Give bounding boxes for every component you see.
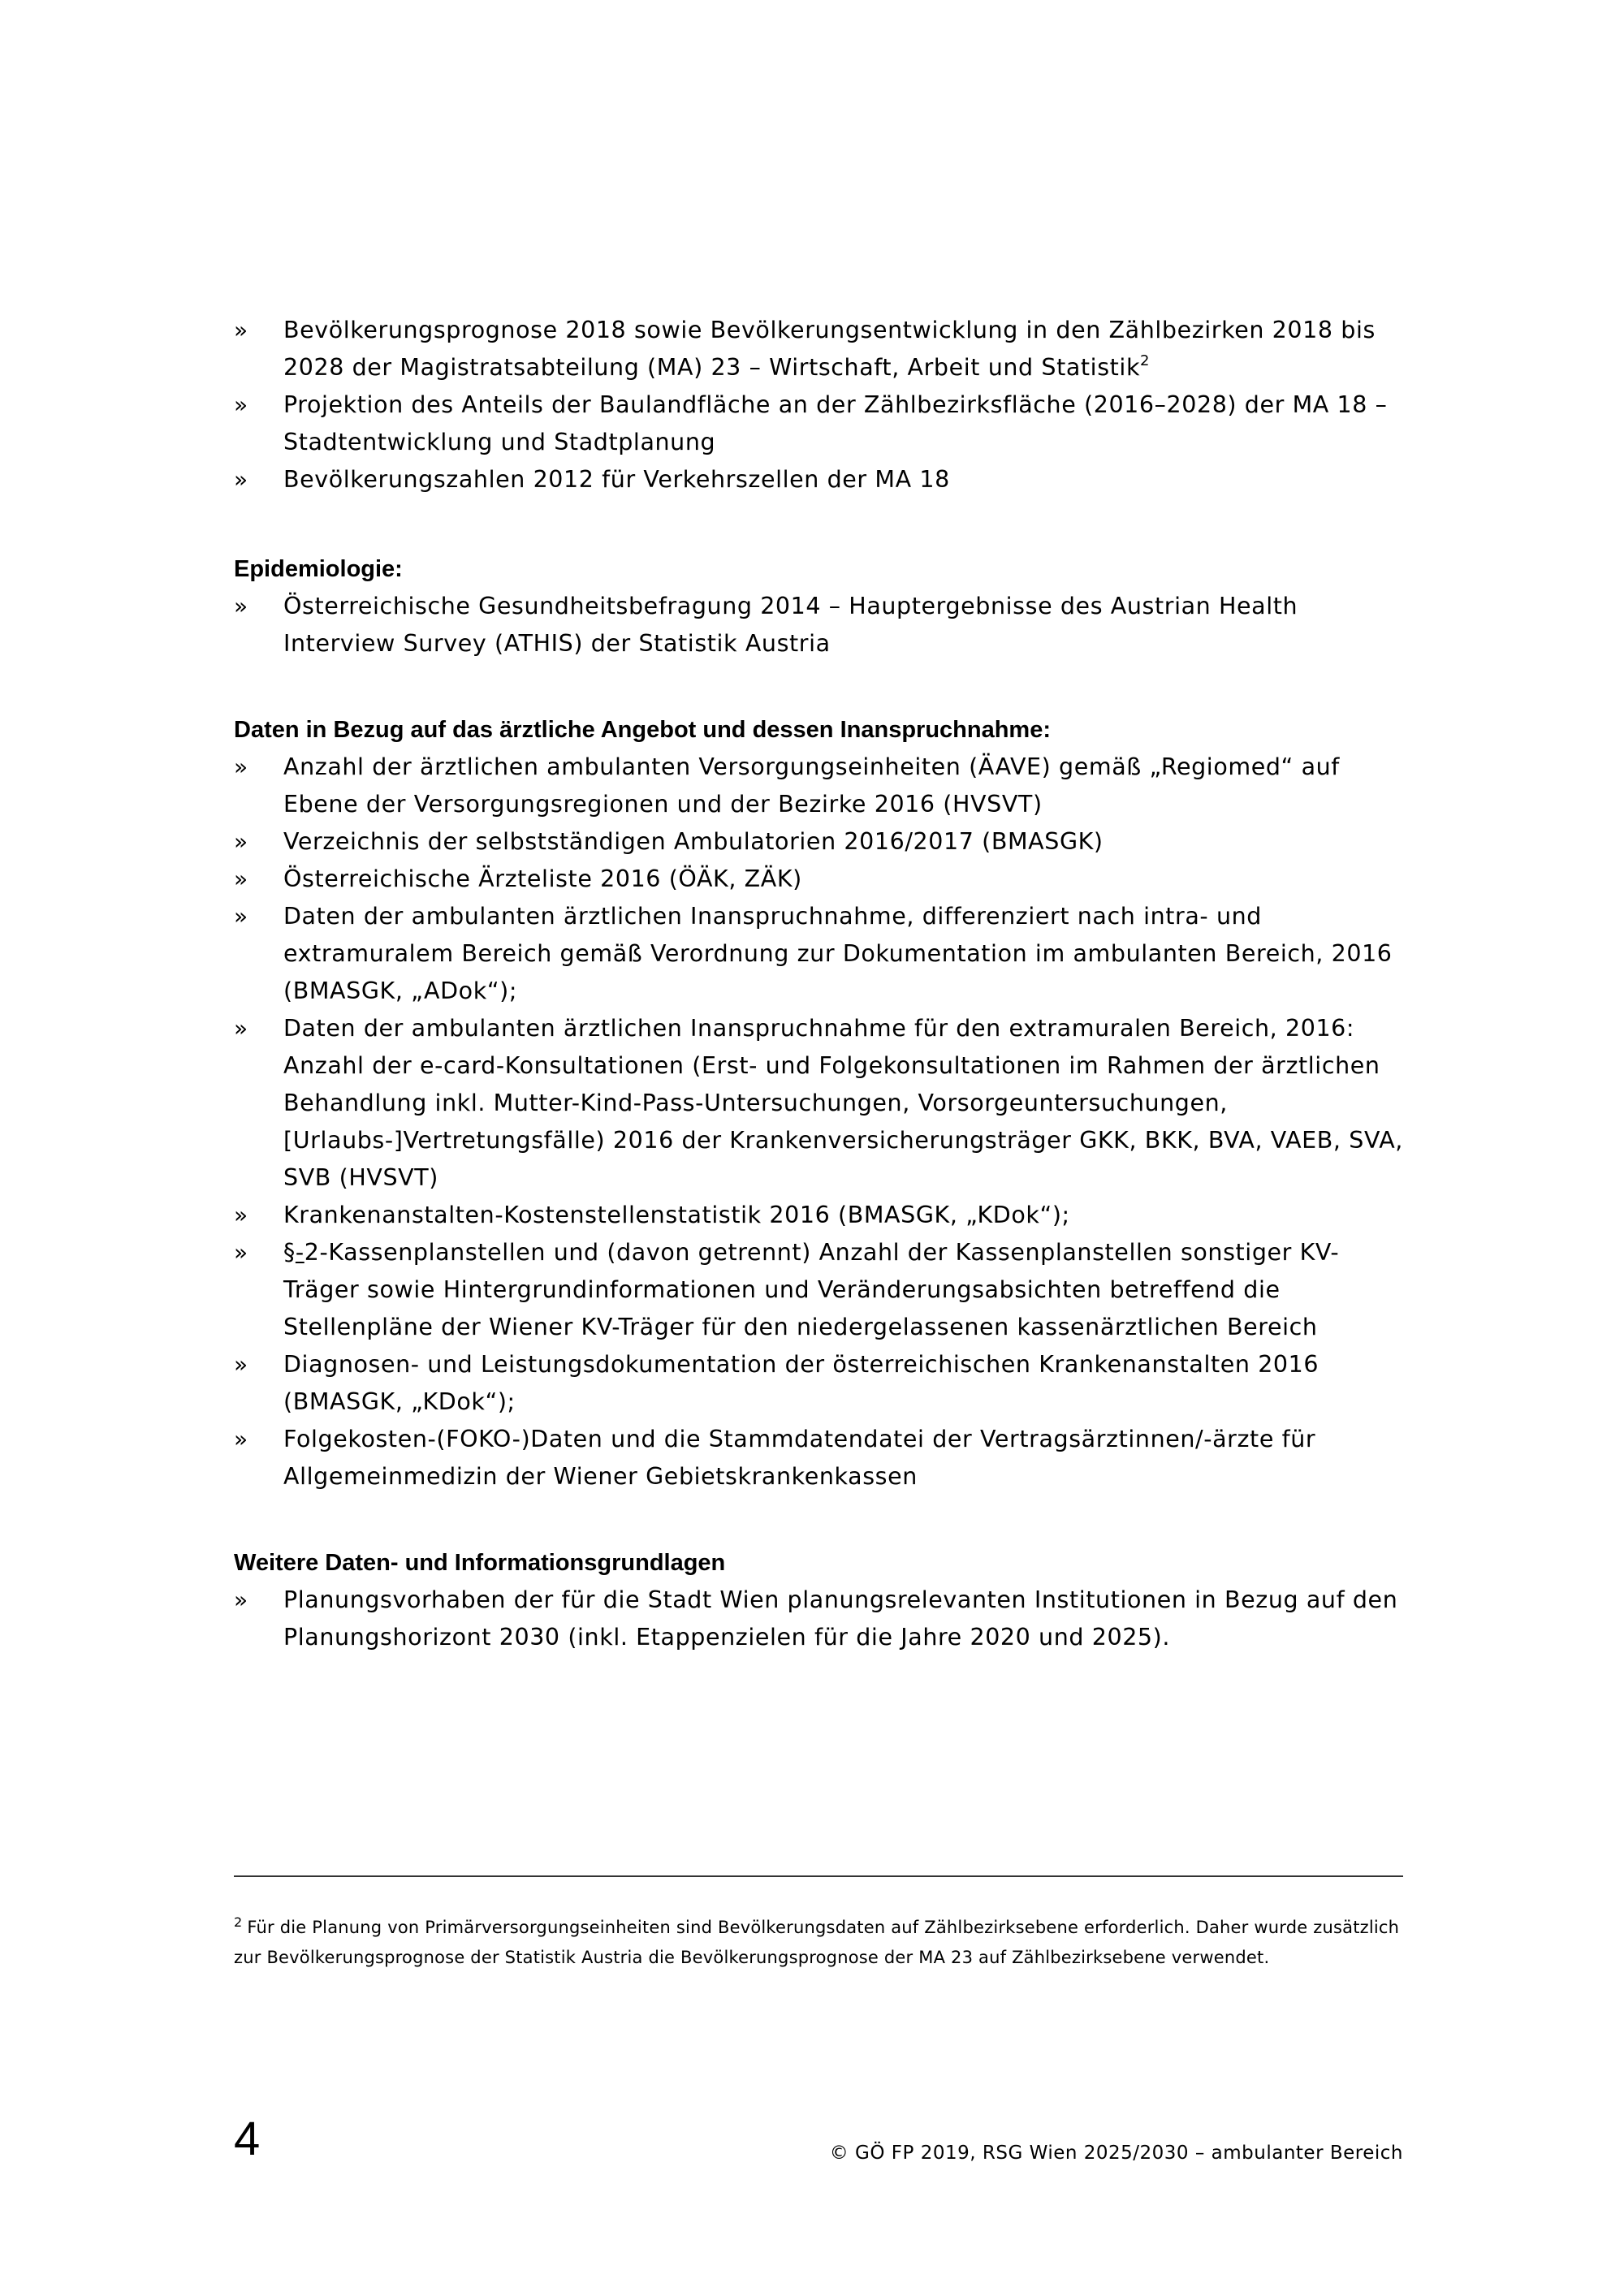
underlined-hyphen: -	[295, 1239, 304, 1266]
bullet-marker: »	[234, 317, 248, 343]
bullet-marker: »	[234, 1239, 248, 1266]
further-data-list	[234, 1582, 1403, 1656]
list-item-text: Folgekosten-(FOKO-)Daten und die Stammdatendatei der Vertragsärztinnen/-ärzte für Allgemeinmedizin der Wiener Gebietskrankenkassen	[283, 1426, 1316, 1490]
list-item	[234, 898, 1403, 1010]
footnote-number: 2	[234, 1914, 243, 1930]
list-item	[234, 386, 1403, 461]
list-item-text: Österreichische Ärzteliste 2016 (ÖÄK, ZÄK)	[283, 865, 802, 892]
bullet-marker: »	[234, 1351, 248, 1378]
list-item-text: Bevölkerungsprognose 2018 sowie Bevölkerungsentwicklung in den Zählbezirken 2018 bis 2028 der Magistratsabteilung (MA) 23 – Wirtschaft, Arbeit und Statistik	[283, 317, 1376, 381]
population-data-list	[234, 312, 1403, 498]
list-item-text: Planungsvorhaben der für die Stadt Wien planungsrelevanten Institutionen in Bezug auf den Planungshorizont 2030 (inkl. Etappenzielen für die Jahre 2020 und 2025).	[283, 1586, 1398, 1651]
bullet-marker: »	[234, 1426, 248, 1452]
list-item	[234, 1010, 1403, 1197]
bullet-marker: »	[234, 903, 248, 930]
list-item-text: Daten der ambulanten ärztlichen Inanspruchnahme für den extramuralen Bereich, 2016: Anzahl der e-card-Konsultationen (Erst- und Folgekonsultationen im Rahmen der ärztlichen Behandlung inkl. Mutter-Kind-Pass-Untersuchungen, Vorsorgeuntersuchungen, [Urlaubs-]Vertretungsfälle) 2016 der Krankenversicherungsträger GKK, BKK, BVA, VAEB, SVA, SVB (HVSVT)	[283, 1015, 1403, 1191]
list-item	[234, 588, 1403, 662]
list-item-text: Krankenanstalten-Kostenstellenstatistik 2016 (BMASGK, „KDok“);	[283, 1202, 1070, 1228]
heading-aerztliches-angebot: Daten in Bezug auf das ärztliche Angebot und dessen Inanspruchnahme:	[234, 717, 1052, 743]
list-item	[234, 1582, 1403, 1656]
list-item-text: Anzahl der ärztlichen ambulanten Versorgungseinheiten (ÄAVE) gemäß „Regiomed“ auf Ebene der Versorgungsregionen und der Bezirke 2016 (HVSVT)	[283, 753, 1340, 818]
page-number: 4	[234, 2113, 261, 2165]
list-item	[234, 1346, 1403, 1421]
list-item	[234, 749, 1403, 823]
footnote-text: Für die Planung von Primärversorgungseinheiten sind Bevölkerungsdaten auf Zählbezirksebene erforderlich. Daher wurde zusätzlich zur Bevölkerungsprognose der Statistik Austria die Bevölkerungsprognose der MA 23 auf Zählbezirksebene verwendet.	[234, 1918, 1400, 1967]
list-item	[234, 312, 1403, 386]
bullet-marker: »	[234, 1586, 248, 1613]
list-item	[234, 461, 1403, 498]
section-sign: §	[283, 1239, 296, 1266]
bullet-marker: »	[234, 1202, 248, 1228]
bullet-marker: »	[234, 593, 248, 619]
list-item	[234, 1197, 1403, 1234]
footer-copyright: © GÖ FP 2019, RSG Wien 2025/2030 – ambulanter Bereich	[829, 2143, 1403, 2164]
page-content	[234, 312, 1403, 1656]
footnote-reference[interactable]: 2	[1140, 352, 1151, 369]
bullet-marker: »	[234, 391, 248, 418]
list-item	[234, 1421, 1403, 1495]
heading-epidemiologie: Epidemiologie:	[234, 556, 403, 582]
list-item-text: Daten der ambulanten ärztlichen Inanspruchnahme, differenziert nach intra- und extramuralem Bereich gemäß Verordnung zur Dokumentation im ambulanten Bereich, 2016 (BMASGK, „ADok“);	[283, 903, 1393, 1004]
list-item	[234, 823, 1403, 861]
list-item	[234, 1234, 1403, 1346]
list-item-text: 2-Kassenplanstellen und (davon getrennt) Anzahl der Kassenplanstellen sonstiger KV-Träger sowie Hintergrundinformationen und Veränderungsabsichten betreffend die Stellenpläne der Wiener KV-Träger für den niedergelassenen kassenärztlichen Bereich	[283, 1239, 1340, 1340]
bullet-marker: »	[234, 1015, 248, 1042]
epidemiology-list	[234, 588, 1403, 662]
footnote	[234, 1913, 1403, 1973]
list-item-text: Projektion des Anteils der Baulandfläche an der Zählbezirksfläche (2016–2028) der MA 18 – Stadtentwicklung und Stadtplanung	[283, 391, 1388, 455]
heading-weitere-daten: Weitere Daten- und Informationsgrundlagen	[234, 1550, 726, 1576]
bullet-marker: »	[234, 466, 248, 493]
list-item-text: Österreichische Gesundheitsbefragung 2014 – Hauptergebnisse des Austrian Health Interview Survey (ATHIS) der Statistik Austria	[283, 593, 1298, 657]
list-item-text: Verzeichnis der selbstständigen Ambulatorien 2016/2017 (BMASGK)	[283, 828, 1104, 855]
medical-supply-list	[234, 749, 1403, 1495]
bullet-marker: »	[234, 865, 248, 892]
bullet-marker: »	[234, 753, 248, 780]
bullet-marker: »	[234, 828, 248, 855]
list-item-text: Diagnosen- und Leistungsdokumentation der österreichischen Krankenanstalten 2016 (BMASGK, „KDok“);	[283, 1351, 1320, 1415]
list-item	[234, 861, 1403, 898]
footnote-divider	[234, 1875, 1403, 1877]
list-item-text: Bevölkerungszahlen 2012 für Verkehrszellen der MA 18	[283, 466, 950, 493]
